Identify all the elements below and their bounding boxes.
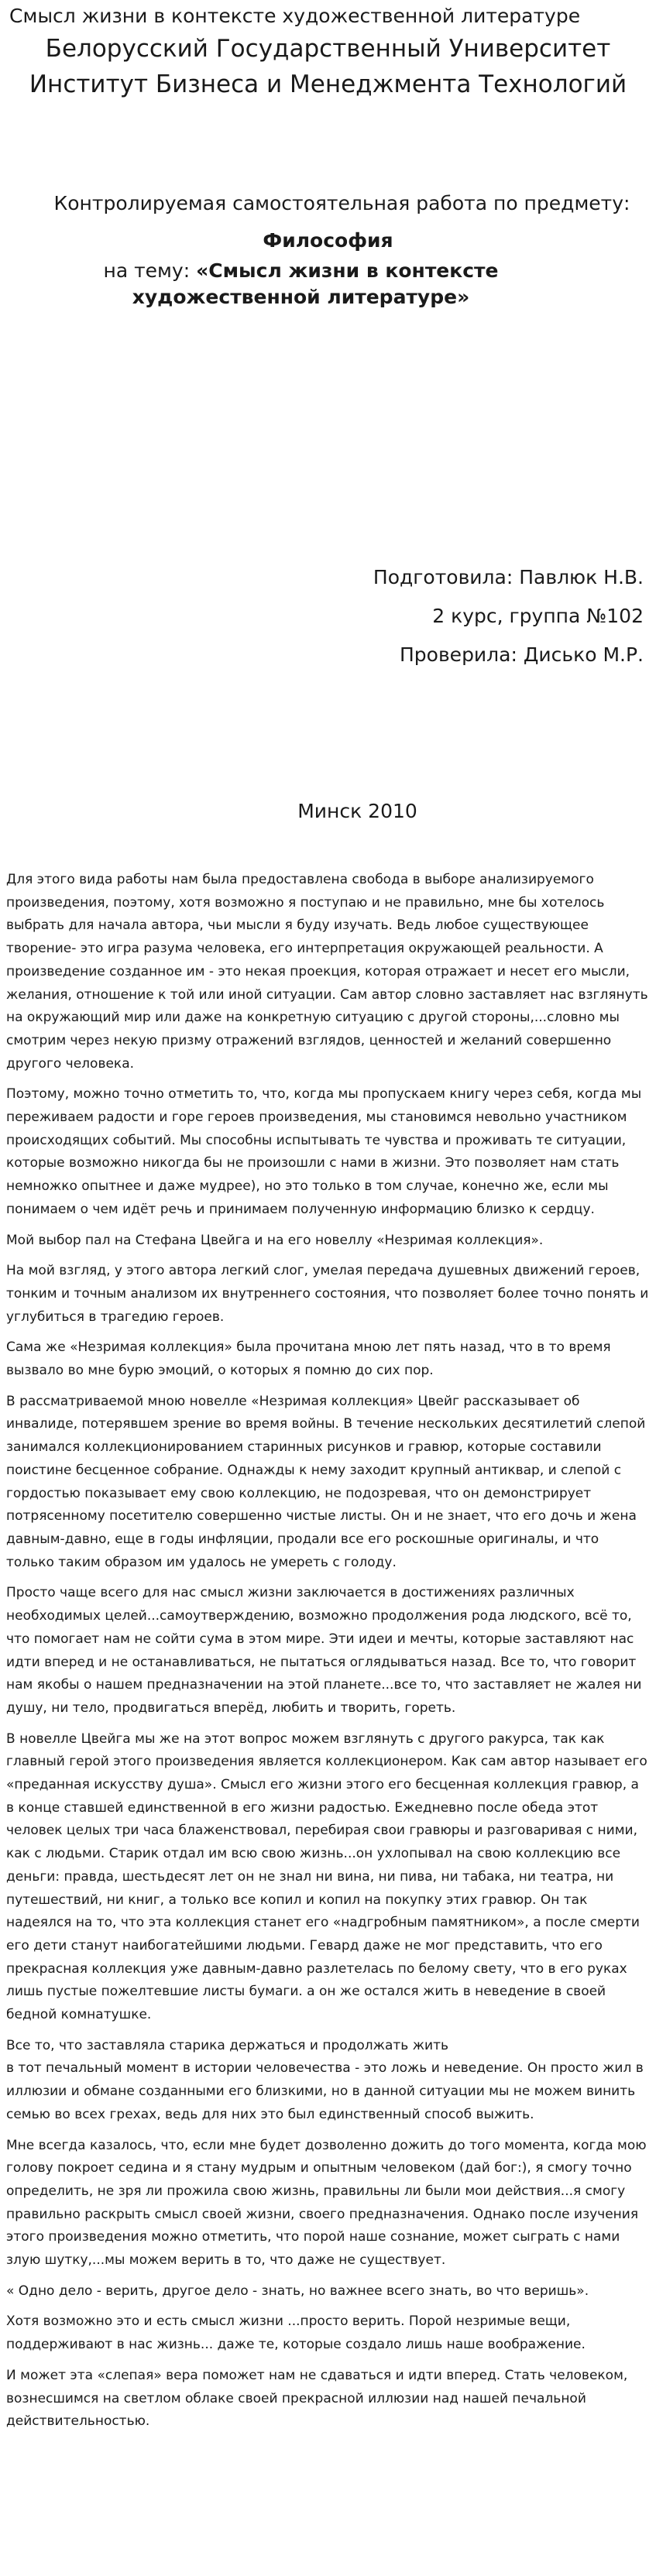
work-kind: Контролируемая самостоятельная работа по предмету:: [53, 192, 630, 214]
authors-block: [0, 566, 656, 667]
paragraph: Просто чаще всего для нас смысл жизни заключается в достижениях различных необходимых целей...самоутверждению, возможно продолжения рода людского, всё то, что помогает нам не сойти сума в этом мире. Эти идеи и мечты, которые заставляют нас идти вперед и не останавливаться, не пытаться оглядываться назад. Все то, что говорит нам якобы о нашем предназначении на этой планете...все то, что заставляет не жалея ни душу, ни тело, продвигаться вперёд, любить и творить, гореть.: [6, 1585, 642, 1716]
paragraph: И может эта «слепая» вера поможет нам не сдаваться и идти вперед. Стать человеком, вознесшимся на светлом облаке своей прекрасной иллюзии над нашей печальной действительностью.: [6, 2367, 628, 2430]
course-group: 2 курс, группа №102: [432, 605, 644, 627]
page-title: Смысл жизни в контексте художественной литературе: [9, 5, 581, 27]
paragraph: Мой выбор пал на Стефана Цвейга и на его новеллу «Незримая коллекция».: [6, 1232, 544, 1248]
essay-body: [0, 869, 656, 2434]
university-name: Белорусский Государственный Университет: [45, 35, 611, 63]
paragraph: В новелле Цвейга мы же на этот вопрос можем взглянуть с другого ракурса, так как главный герой этого произведения является коллекционером. Как сам автор называет его «преданная искусству душа». Смысл его жизни этого его бесценная коллекция гравюр, а в конце ставшей единственной в его жизни радостью. Ежедневно после обеда этот человек целых три часа блаженствовал, перебирая свои гравюры и разговаривая с ними, как с людьми. Старик отдал им всю свою жизнь...он ухлопывал на свою коллекцию все деньги: правда, шестьдесят лет он не знал ни вина, ни пива, ни табака, ни театра, ни путешествий, ни книг, а только все копил и копил на покупку этих гравюр. Он так надеялся на то, что эта коллекция станет его «надгробным памятником», а после смерти его дети станут наибогатейшими людьми. Гевард даже не мог представить, что его прекрасная коллекция уже давным-давно разлетелась по белому свету, что в его руках лишь пустые пожелтевшие листы бумаги. а он же остался жить в неведение в своей бедной комнатушке.: [6, 1730, 647, 2023]
prepared-by: Подготовила: Павлюк Н.В.: [373, 566, 644, 588]
city-year: Минск 2010: [297, 800, 417, 822]
paragraph: « Одно дело - верить, другое дело - знать, но важнее всего знать, во что веришь».: [6, 2283, 589, 2299]
paragraph: Сама же «Незримая коллекция» была прочитана мною лет пять назад, что в то время вызвало во мне бурю эмоций, о которых я помню до сих пор.: [6, 1339, 611, 1379]
subject-name: Философия: [263, 229, 393, 252]
topic-title: «Смысл жизни в контексте художественной литературе»: [132, 259, 499, 308]
paragraph: Все то, что заставляла старика держаться и продолжать жить в тот печальный момент в истории человечества - это ложь и неведение. Он просто жил в иллюзии и обмане созданными его близкими, но в данной ситуации мы не можем винить семью во всех грехах, ведь для них это был единственный способ выжить.: [6, 2037, 644, 2122]
paragraph: На мой взгляд, у этого автора легкий слог, умелая передача душевных движений героев, тонким и точным анализом их внутреннего состояния, что позволяет более точно понять и углубиться в трагедию героев.: [6, 1263, 649, 1325]
paragraph: Мне всегда казалось, что, если мне будет дозволенно дожить до того момента, когда мою голову покроет седина и я стану мудрым и опытным человеком (дай бог:), я смогу точно определить, не зря ли прожила свою жизнь, правильны ли были мои действия...я смогу правильно раскрыть смысл своей жизни, своего предназначения. Однако после изучения этого произведения можно отметить, что порой наше сознание, может сыграть с нами злую шутку,...мы можем верить в то, что даже не существует.: [6, 2137, 647, 2269]
institute-name: Институт Бизнеса и Менеджмента Технологий: [29, 70, 627, 98]
paragraph: Поэтому, можно точно отметить то, что, когда мы пропускаем книгу через себя, когда мы переживаем радости и горе героев произведения, мы становимся невольно участником происходящих событий. Мы способны испытывать те чувства и проживать те ситуации, которые возможно никогда бы не произошли с нами в жизни. Это позволяет нам стать немножко опытнее и даже мудрее), но это только в том случае, конечно же, если мы понимаем о чем идёт речь и принимаем полученную информацию близко к сердцу.: [6, 1086, 642, 1217]
checked-by: Проверила: Дисько М.Р.: [399, 643, 644, 666]
title-block: [0, 34, 656, 310]
topic: [0, 258, 656, 310]
paragraph: В рассматриваемой мною новелле «Незримая коллекция» Цвейг рассказывает об инвалиде, потерявшем зрение во время войны. В течение нескольких десятилетий слепой занимался коллекционированием старинных рисунков и гравюр, которые составили поистине бесценное собрание. Однажды к нему заходит крупный антиквар, и слепой с гордостью показывает ему свою коллекцию, не подозревая, что он демонстрирует потрясенному посетителю совершенно чистые листы. Он и не знает, что его дочь и жена давным-давно, еще в годы инфляции, продали все его роскошные оригиналы, и что только таким образом им удалось не умереть с голоду.: [6, 1393, 646, 1570]
paragraph: Хотя возможно это и есть смысл жизни ...просто верить. Порой незримые вещи, поддерживают в нас жизнь... даже те, которые создало лишь наше воображение.: [6, 2314, 586, 2353]
paragraph: Для этого вида работы нам была предоставлена свобода в выборе анализируемого произведения, поэтому, хотя возможно я поступаю и не правильно, мне бы хотелось выбрать для начала автора, чьи мысли я буду изучать. Ведь любое существующее творение- это игра разума человека, его интерпретация окружающей реальности. А произведение созданное им - это некая проекция, которая отражает и несет его мысли, желания, отношение к той или иной ситуации. Сам автор словно заставляет нас взглянуть на окружающий мир или даже на конкретную ситуацию с другой стороны,...словно мы смотрим через некую призму отражений взглядов, ценностей и желаний совершенно другого человека.: [6, 872, 648, 1072]
topic-prefix: на тему:: [103, 259, 197, 282]
